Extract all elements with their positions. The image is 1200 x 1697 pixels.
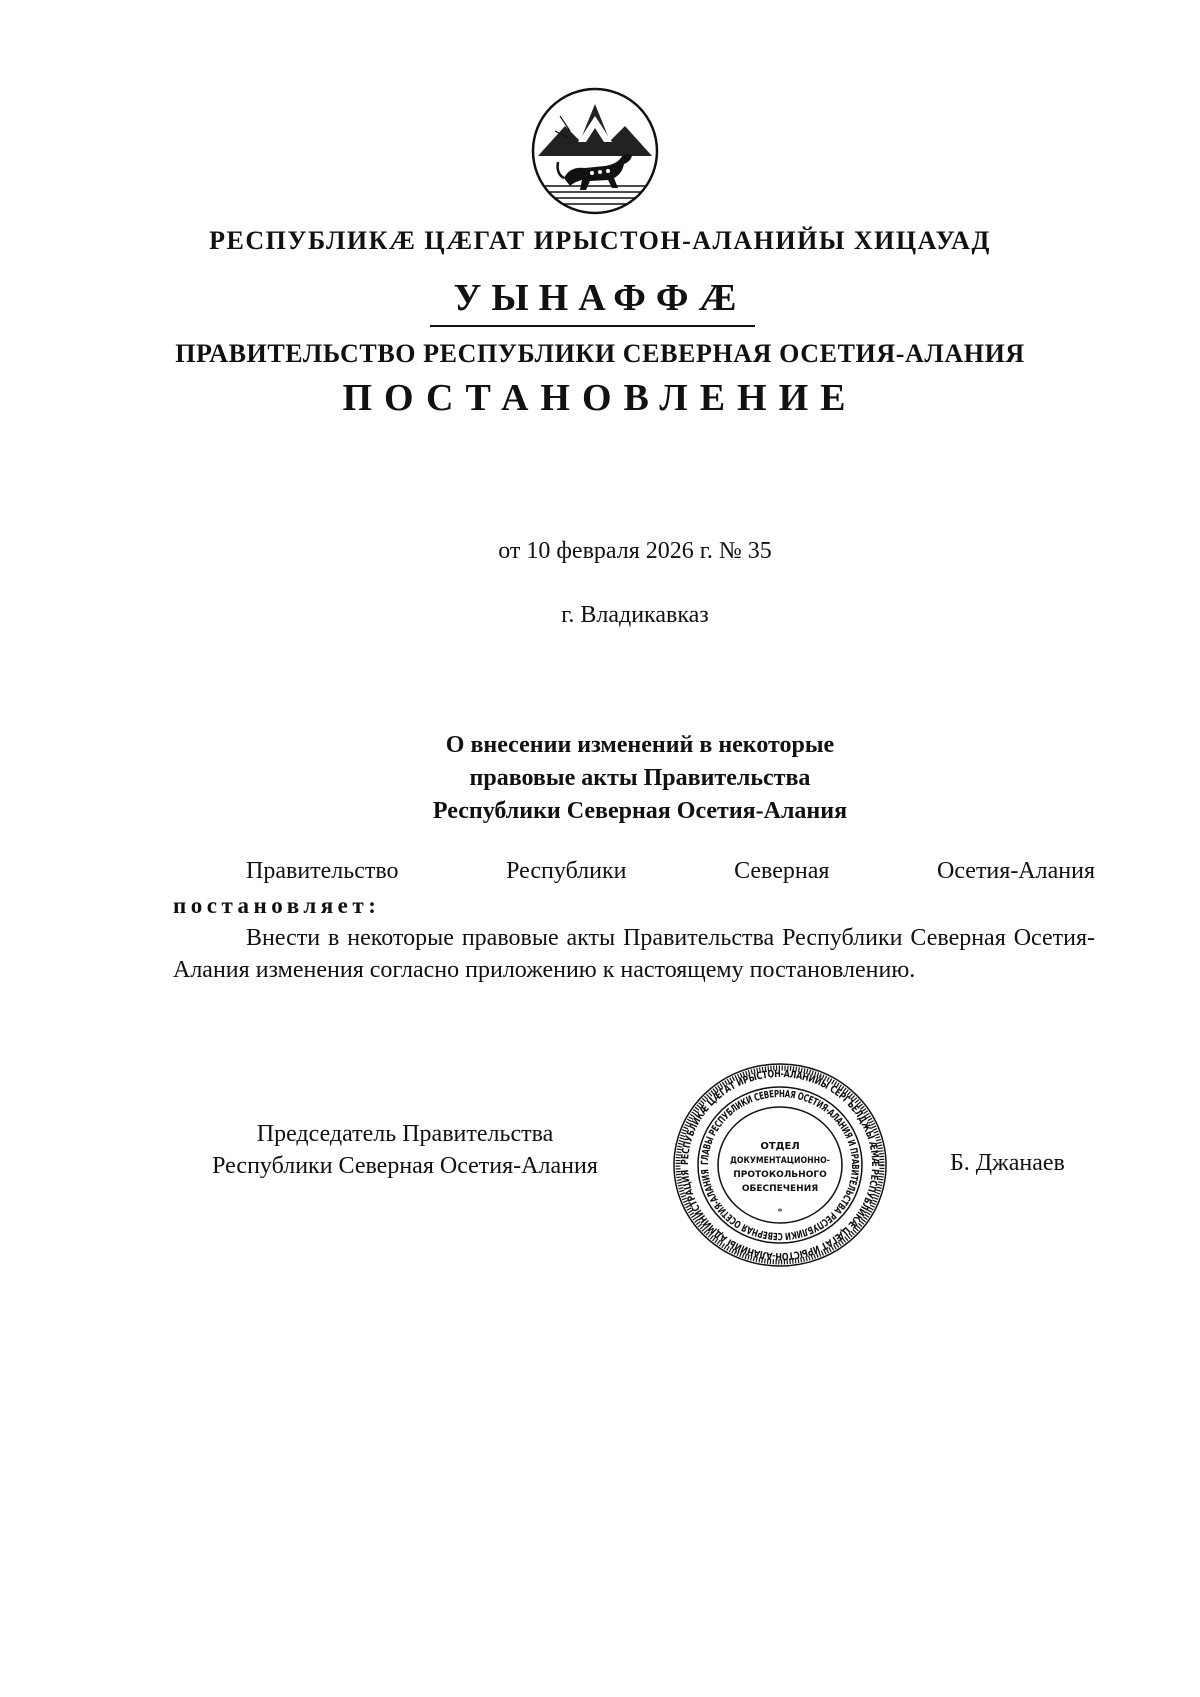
ossetian-org-name: РЕСПУБЛИКӔ ЦӔГАТ ИРЫСТОН-АЛАНИЙЫ ХИЦАУАД (209, 226, 991, 255)
body-paragraph: Внести в некоторые правовые акты Правительства Республики Северная Осетия-Алания изменения согласно приложению к настоящему постановлению. (173, 925, 1095, 983)
title-line: правовые акты Правительства (469, 765, 811, 791)
title-line: О внесении изменений в некоторые (445, 732, 835, 758)
position-line: Республики Северная Осетия-Алания (212, 1153, 598, 1179)
signatory-name: Б. Джанаев (950, 1150, 1065, 1176)
russian-doctype: ПОСТАНОВЛЕНИЕ (342, 377, 858, 419)
resolves-word: постановляет: (173, 893, 381, 918)
seal-center-line: ОБЕСПЕЧЕНИЯ (741, 1184, 819, 1194)
seal-center-line: ПРОТОКОЛЬНОГО (733, 1170, 827, 1180)
city: г. Владикавказ (561, 602, 709, 628)
official-seal-icon (660, 1055, 900, 1275)
seal-center-line: ДОКУМЕНТАЦИОННО- (730, 1156, 831, 1166)
preamble-word: Правительство (246, 858, 399, 884)
title-line: Республики Северная Осетия-Алания (432, 798, 848, 824)
preamble-word: Республики (506, 858, 627, 884)
coat-of-arms-icon (530, 86, 660, 216)
russian-org-name: ПРАВИТЕЛЬСТВО РЕСПУБЛИКИ СЕВЕРНАЯ ОСЕТИЯ-АЛАНИЯ (175, 339, 1025, 368)
preamble-word: Осетия-Алания (937, 858, 1095, 884)
seal-outer-text: РЕСПУБЛИКӔ ЦӔГАТ ИРЫСТОН-АЛАНИЙЫ СЕРГЪЕЛДЖЫ ӔМӔ РЕСПУБЛИКӔ ЦӔГАТ ИРЫСТОН-АЛАНИЙЫ АДМИНИСТРАЦИЯ (679, 1068, 881, 1262)
preamble-word: Северная (734, 858, 830, 884)
preamble-line (246, 858, 1095, 885)
seal-middle-text: ГЛАВЫ РЕСПУБЛИКИ СЕВЕРНАЯ ОСЕТИЯ-АЛАНИЯ И ПРАВИТЕЛЬСТВА РЕСПУБЛИКИ СЕВЕРНАЯ ОСЕТИЯ-АЛАНИЯ (699, 1088, 861, 1242)
document-title (240, 729, 1040, 828)
ossetian-doctype: УЫНАФФӔ (453, 277, 747, 319)
svg-text:*: * (777, 1207, 783, 1218)
seal-center-line: ОТДЕЛ (760, 1141, 800, 1152)
date-number: от 10 февраля 2026 г. № 35 (498, 538, 772, 564)
signatory-position (170, 1118, 640, 1182)
position-line: Председатель Правительства (256, 1121, 554, 1147)
header-divider (430, 325, 755, 327)
